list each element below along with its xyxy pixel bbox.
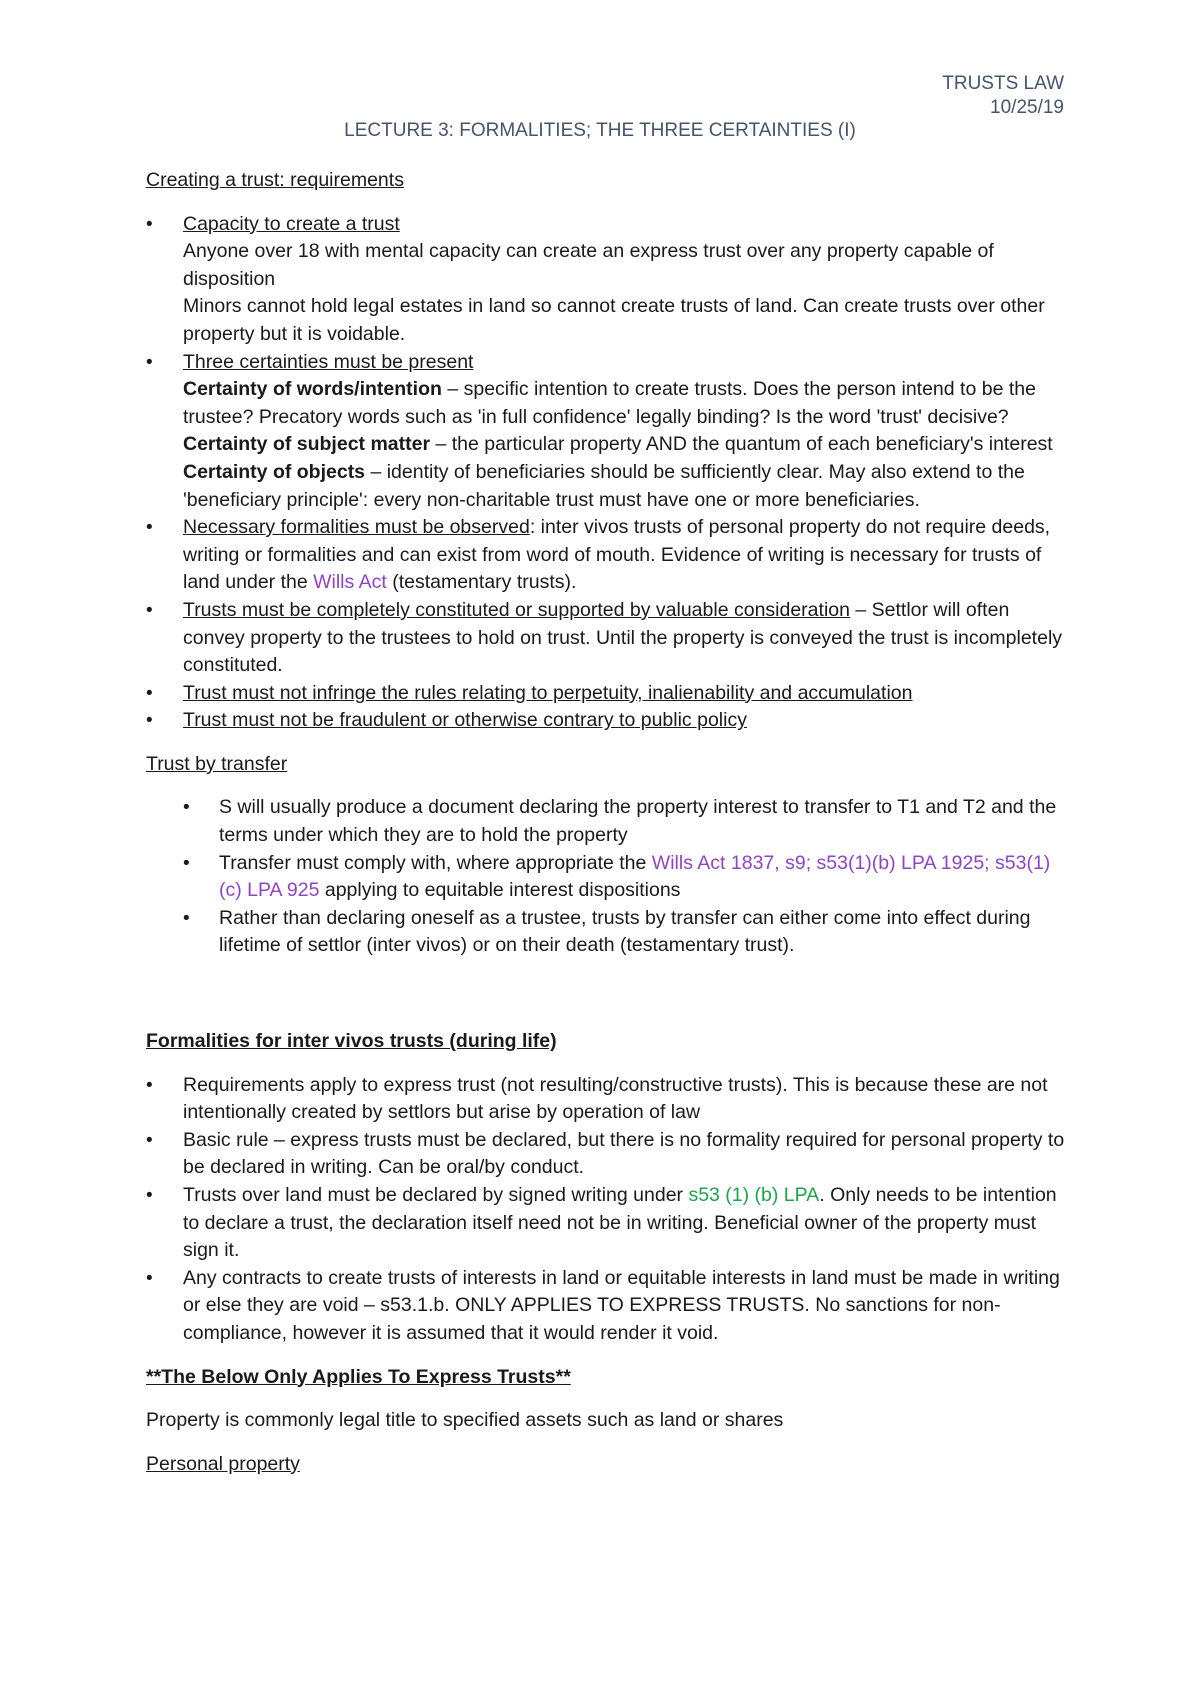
certainty-objects-label: Certainty of objects xyxy=(183,460,366,483)
transfer-text-a: Transfer must comply with, where appropriate the xyxy=(219,851,652,874)
property-text: Property is commonly legal title to specified assets such as land or shares xyxy=(146,1409,784,1432)
certainty-words-label: Certainty of words/intention xyxy=(183,378,442,401)
course-title: TRUSTS LAW xyxy=(942,73,1064,94)
list-item xyxy=(146,597,1066,680)
fraud-rule: Trust must not be fraudulent or otherwise contrary to public policy xyxy=(183,709,747,732)
formalities-title: Necessary formalities must be observed xyxy=(183,516,530,539)
subheading-personal-property: Personal property xyxy=(146,1452,300,1475)
certainty-subject-text: – the particular property AND the quantum of each beneficiary's interest xyxy=(430,433,1053,456)
section-heading-trust-by-transfer: Trust by transfer xyxy=(146,752,288,775)
document-body xyxy=(146,167,1066,1478)
list-item xyxy=(146,1182,1066,1265)
formalities-text-a: : inter vivos trusts of personal property do not require deeds, writing or formalities and can exist from word of mouth. Evidence of writing is necessary for trusts of land under the xyxy=(183,516,1051,594)
certainty-subject-label: Certainty of subject matter xyxy=(183,433,431,456)
certainty-objects-text: – identity of beneficiaries should be sufficiently clear. May also extend to the 'beneficiary principle': every non-charitable trust must have one or more beneficiaries. xyxy=(183,460,1025,511)
transfer-list xyxy=(146,794,1066,960)
list-item: • S will usually produce a document declaring the property interest to transfer to T1 and T2 and the terms under which they are to hold the property xyxy=(146,794,1066,849)
land-text-a: Trusts over land must be declared by signed writing under xyxy=(183,1184,689,1206)
s53-reference: s53 (1) (b) LPA xyxy=(688,1184,820,1206)
perpetuity-rule: Trust must not infringe the rules relating to perpetuity, inalienability and accumulation xyxy=(183,681,913,704)
constituted-text: – Settlor will often convey property to the trustees to hold on trust. Until the property is conveyed the trust is incompletely constituted. xyxy=(183,598,1063,677)
list-item xyxy=(146,850,1066,905)
land-text-b: . Only needs to be intention to declare a trust, the declaration itself need not be in writing. Beneficial owner of the property must sign it. xyxy=(183,1184,1057,1262)
certainty-subject xyxy=(183,431,1066,459)
requirements-list xyxy=(146,211,1066,735)
certainty-words xyxy=(183,376,1066,431)
capacity-title: • Capacity to create a trust xyxy=(183,212,400,235)
list-item xyxy=(146,349,1066,515)
section-heading-inter-vivos: Formalities for inter vivos trusts (during life) xyxy=(146,1030,557,1053)
inter-vivos-list xyxy=(146,1072,1066,1348)
formalities-text-b: (testamentary trusts). xyxy=(386,571,577,594)
lecture-date: 10/25/19 xyxy=(990,97,1064,118)
certainty-objects xyxy=(183,459,1066,514)
list-item xyxy=(146,211,1066,349)
lecture-title: LECTURE 3: FORMALITIES; THE THREE CERTAINTIES (I) xyxy=(344,120,856,141)
transfer-text-b: applying to equitable interest dispositions xyxy=(319,879,681,902)
wills-act-reference: Wills Act xyxy=(313,571,387,594)
list-item xyxy=(146,707,1066,735)
certainties-title: • Three certainties must be present xyxy=(183,350,474,373)
capacity-line2: Minors cannot hold legal estates in land so cannot create trusts of land. Can create trusts over other property but it is voidable. xyxy=(183,295,1045,345)
section-heading-creating-trust: Creating a trust: requirements xyxy=(146,169,404,191)
list-item: • Rather than declaring oneself as a trustee, trusts by transfer can either come into effect during lifetime of settlor (inter vivos) or on their death (testamentary trust). xyxy=(146,905,1066,960)
list-item: • Requirements apply to express trust (not resulting/constructive trusts). This is because these are not intentionally created by settlors but arise by operation of law xyxy=(146,1072,1066,1127)
list-item xyxy=(146,514,1066,597)
list-item: • Any contracts to create trusts of interests in land or equitable interests in land must be made in writing or else they are void – s53.1.b. ONLY APPLIES TO EXPRESS TRUSTS. No sanctions for non-compliance, however it is assumed that it would render it void. xyxy=(146,1265,1066,1348)
capacity-line1: Anyone over 18 with mental capacity can create an express trust over any property capable of disposition xyxy=(183,240,994,290)
section-heading-express-trusts: **The Below Only Applies To Express Trusts** xyxy=(146,1365,571,1388)
list-item: • Basic rule – express trusts must be declared, but there is no formality required for personal property to be declared in writing. Can be oral/by conduct. xyxy=(146,1127,1066,1182)
list-item xyxy=(146,680,1066,708)
certainty-words-text: – specific intention to create trusts. Does the person intend to be the trustee? Precatory words such as 'in full confidence' legally binding? Is the word 'trust' decisive? xyxy=(183,378,1036,428)
statute-references: Wills Act 1837, s9; s53(1)(b) LPA 1925; s53(1)(c) LPA 925 xyxy=(219,851,1051,902)
constituted-title: Trusts must be completely constituted or supported by valuable consideration xyxy=(183,598,850,621)
